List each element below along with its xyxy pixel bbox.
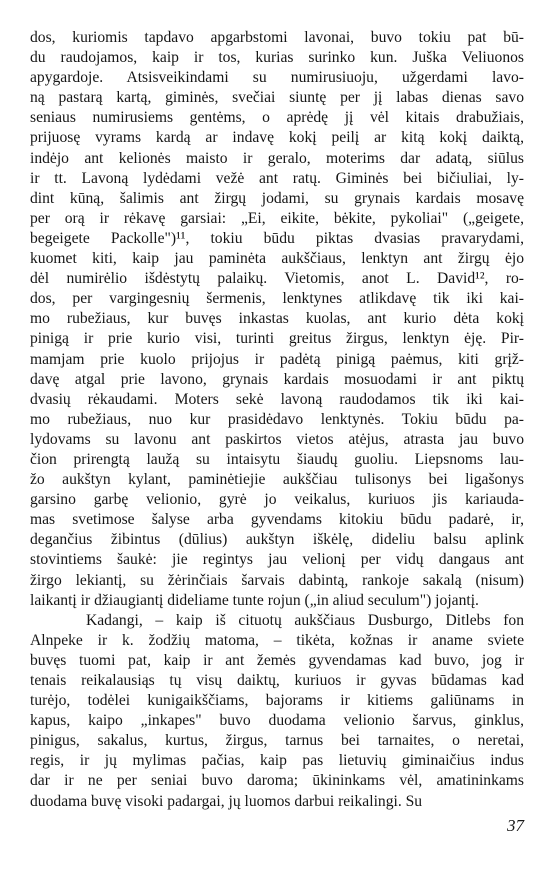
paragraph — [30, 28, 524, 611]
text-line: buvęs tuomi pat, kaip ir ant žemės gyvendamas kad buvo, jog ir — [30, 651, 524, 669]
text-line: begeigete Packolle")¹¹, tokiu būdu piktas dvasias pravarydami, — [30, 229, 524, 247]
text-line: pinigus, sakalus, kurtus, žirgus, tarnus bei tarnaites, o neretai, — [30, 732, 524, 750]
text-line: tenais reikalausiąs tų visų daiktų, kuriuos ir gyvas būdamas kad — [30, 672, 524, 689]
text-line: dar ir ne per seniai buvo daroma; ūkininkams vėl, amatininkams — [30, 772, 524, 790]
text-line: dvasių rėkaudami. Moters sekė lavoną raudodamos tik iki kai- — [30, 390, 524, 408]
text-line: degančius žibintus (dūlius) aukštyn iškėlę, dideliu balsu aplink — [30, 531, 524, 549]
paragraph — [30, 611, 524, 812]
body-text — [30, 28, 524, 812]
text-line: stovintiems šaukė: jie regintys jau velionį per vidų dangaus ant — [30, 551, 524, 569]
text-line: kuomet kiti, kaip jau paminėta aukščiaus, lenktyn ant žirgų ėjo — [30, 250, 524, 268]
text-line: laikantį ir džiaugiantį dideliame tunte rojun („in aliud seculum") jojantį. — [30, 591, 479, 609]
text-line: dos, kuriomis tapdavo apgarbstomi lavonai, buvo tokiu pat bū- — [30, 29, 524, 46]
text-line: mo rubežiaus, nuo kur prasidėdavo lenktynės. Tokiu būdu pa- — [30, 410, 524, 428]
text-line: žo aukštyn kylant, paminėtiejie aukščiau tulisonys bei ligašonys — [30, 471, 524, 489]
text-line: davę atgal prie lavono, grynais kardais mosuodami ir ant piktų — [30, 370, 524, 388]
text-line: prijuosę vyrams kardą ar indavę kokį peilį ar kitą kokį daiktą, — [30, 129, 524, 147]
text-line: lydovams su lavonu ant paskirtos vietos atėjus, atrasta jau buvo — [30, 430, 524, 448]
text-line: Kadangi, – kaip iš cituotų aukščiaus Dusburgo, Ditlebs fon — [86, 611, 524, 629]
text-line: du raudojamos, kaip ir tos, kurias surinko kun. Juška Veliuonos — [30, 49, 524, 67]
text-line: indėjo ant kelionės maisto ir geralo, moterims dar adatą, siūlus — [30, 149, 524, 167]
text-line: mamjam prie kuolo prijojus ir padėtą pinigą paėmus, kiti grįž- — [30, 350, 524, 368]
text-line: apygardoje. Atsisveikindami su numirusiuoju, užgerdami lavo- — [30, 69, 524, 87]
text-line: turėjo, todėlei kunigaikščiams, bajorams ir kitiems galiūnams in — [30, 692, 524, 710]
text-line: regis, ir jų mylimas pačias, kaip pas lietuvių giminaičius indus — [30, 752, 524, 770]
text-line: seniaus numirusiems gentėms, o aprėdę jį vėl kitais drabužiais, — [30, 109, 524, 127]
text-line: ir tt. Lavoną lydėdami vežė ant ratų. Giminės bei bičiuliai, ly- — [30, 169, 524, 187]
text-line: dint kūną, šalimis ant žirgų jodami, su grynais kardais mosavę — [30, 189, 524, 207]
text-line: čion prirengtą laužą su intaisytu šiaudų guoliu. Liepsnoms lau- — [30, 450, 524, 468]
text-line: garsino garbę velionio, gyrė jo veikalus, kuriuos jis kariauda- — [30, 491, 524, 509]
text-line: mo rubežiaus, kur buvęs inkastas kuolas, ant kurio dėta kokį — [30, 310, 524, 328]
text-line: duodama buvę visoki padargai, jų luomos darbui reikalingi. Su — [30, 792, 423, 810]
text-line: Alnpeke ir k. žodžių matoma, – tikėta, kožnas ir aname sviete — [30, 631, 524, 649]
text-line: dėl numirėlio išdėstytų palaikų. Vietomis, anot L. David¹², ro- — [30, 270, 524, 288]
text-line: žirgo lekiantį, su žėrinčiais šarvais dabintą, rankoje sakalą (nisum) — [30, 571, 524, 589]
text-line: pinigą ir prie kurio visi, turinti greitus žirgus, lenktyn ėję. Pir- — [30, 330, 524, 348]
page-number: 37 — [507, 816, 524, 835]
text-line: kapus, kaipo „inkapes" buvo duodama velionio šarvus, ginklus, — [30, 712, 524, 730]
text-line: ną pastarą kartą, giminės, svečiai siuntę per jį labas dienas savo — [30, 89, 524, 107]
text-line: per orą ir rėkavę garsiai: „Ei, eikite, bėkite, pykoliai" („geigete, — [30, 209, 524, 227]
text-line: dos, per vargingesnių šermenis, lenktynes atlikdavę tik iki kai- — [30, 290, 524, 308]
text-line: mas svetimose šalyse arba gyvendams kitokiu būdu padarė, ir, — [30, 511, 524, 529]
